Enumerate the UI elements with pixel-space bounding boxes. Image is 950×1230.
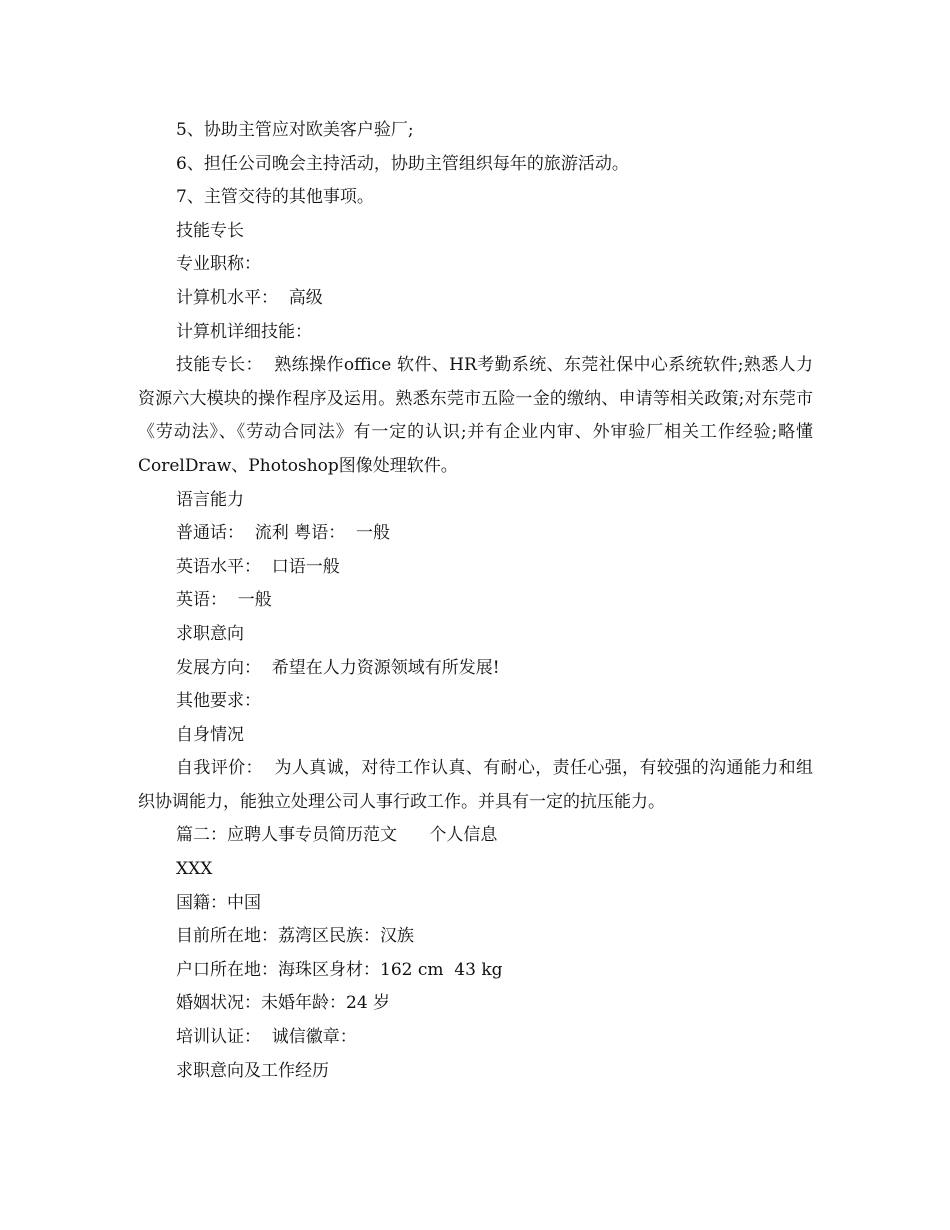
computer-skills-label: 计算机详细技能： <box>176 321 312 342</box>
training-certification-line: 培训认证： 诚信徽章： <box>176 1027 357 1048</box>
part-two-heading: 篇二：应聘人事专员简历范文 个人信息 <box>176 825 498 846</box>
english-level-line: 英语水平： 口语一般 <box>176 556 340 577</box>
marital-age-line: 婚姻状况：未婚年龄：24 岁 <box>176 993 391 1014</box>
development-direction-line: 发展方向： 希望在人力资源领域有所发展! <box>176 657 500 678</box>
hukou-physique-line: 户口所在地：海珠区身材：162 cm 43 kg <box>176 959 503 980</box>
document-body <box>138 114 813 1088</box>
english-line: 英语： 一般 <box>176 590 272 611</box>
duty-item-5: 5、协助主管应对欧美客户验厂; <box>176 120 414 140</box>
mandarin-cantonese-line: 普通话： 流利 粤语： 一般 <box>176 523 391 544</box>
location-ethnicity-line: 目前所在地：荔湾区民族：汉族 <box>176 926 414 947</box>
other-requirements-line: 其他要求： <box>176 691 261 712</box>
nationality-line: 国籍：中国 <box>176 892 261 913</box>
computer-level-line: 计算机水平： 高级 <box>176 287 323 308</box>
skills-detail-paragraph: 技能专长： 熟练操作office 软件、HR考勤系统、东莞社保中心系统软件;熟悉人力资源六大模块的操作程序及运用。熟悉东莞市五险一金的缴纳、申请等相关政策;对东莞市《劳动法》、《劳动合同法》有一定的认识;并有企业内审、外审验厂相关工作经验;略懂CorelDraw、Photoshop图像处理软件。 <box>138 355 813 476</box>
professional-title-line: 专业职称： <box>176 254 261 275</box>
duty-item-6: 6、担任公司晚会主持活动，协助主管组织每年的旅游活动。 <box>176 153 629 174</box>
section-heading-self: 自身情况 <box>176 724 244 745</box>
section-heading-language: 语言能力 <box>176 489 244 510</box>
section-heading-job-intent: 求职意向 <box>176 623 244 644</box>
duty-item-7: 7、主管交待的其他事项。 <box>176 187 374 208</box>
section-heading-skills: 技能专长 <box>176 220 244 241</box>
section-heading-job-experience: 求职意向及工作经历 <box>176 1060 329 1081</box>
name-line: XXX <box>176 859 213 880</box>
self-evaluation-paragraph: 自我评价： 为人真诚，对待工作认真、有耐心，责任心强，有较强的沟通能力和组织协调能力，能独立处理公司人事行政工作。并具有一定的抗压能力。 <box>138 758 813 812</box>
